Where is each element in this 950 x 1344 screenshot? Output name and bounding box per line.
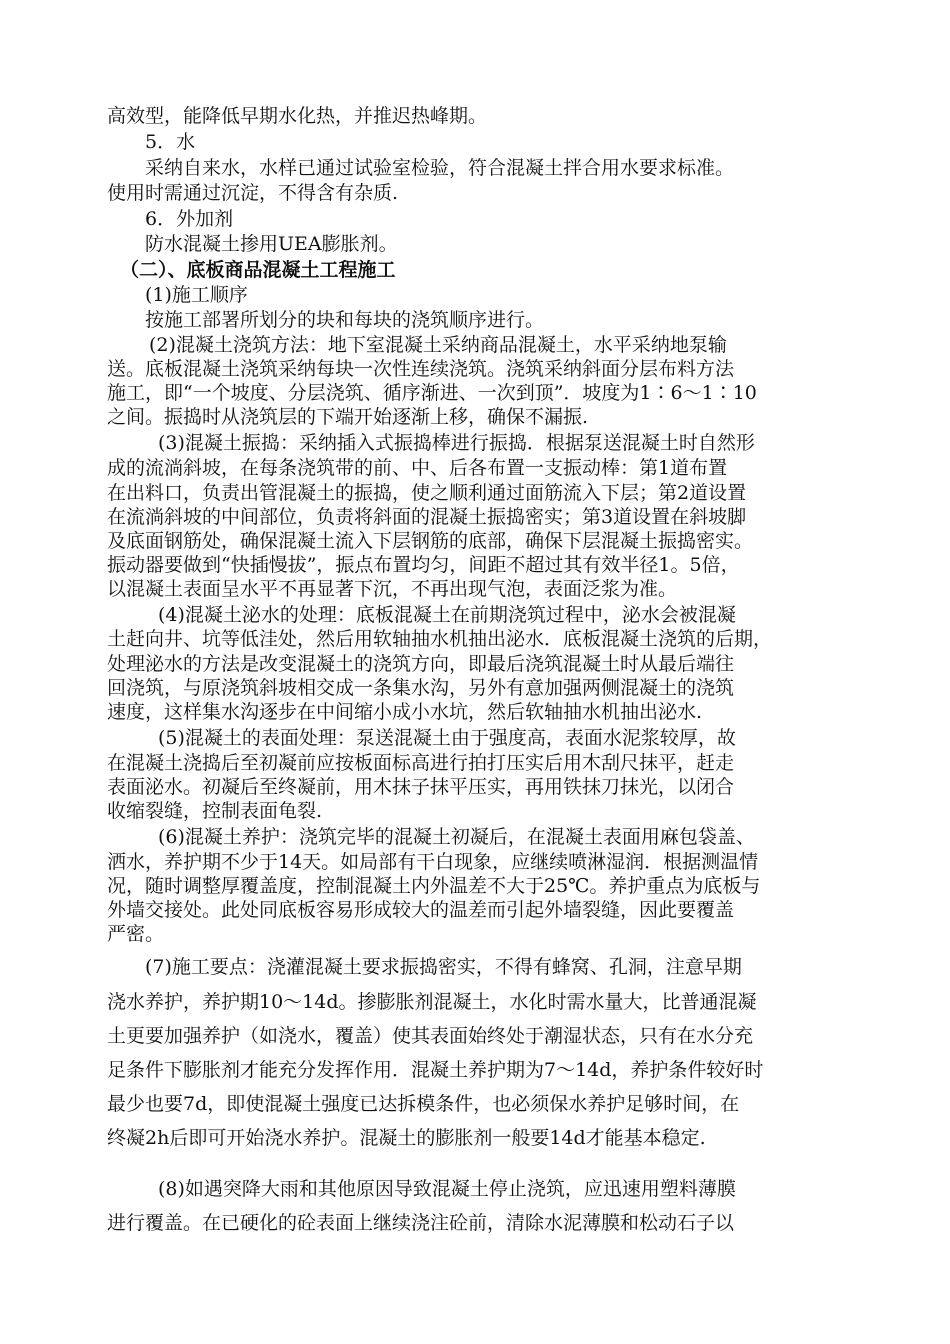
text-line: 按施工部署所划分的块和每块的浇筑顺序进行。 <box>145 309 545 331</box>
paragraph-start: (3)混凝土振捣：采纳插入式振捣棒进行振捣．根据泵送混凝土时自然形 <box>158 432 755 454</box>
text-line: 外墙交接处。此处同底板容易形成较大的温差而引起外墙裂缝，因此要覆盖 <box>107 899 735 921</box>
paragraph-start: (2)混凝土浇筑方法：地下室混凝土采纳商品混凝土，水平采纳地泵输 <box>149 334 727 356</box>
text-line: 最少也要7d，即使混凝土强度已达拆模条件，也必须保水养护足够时间，在 <box>107 1093 740 1115</box>
text-line: 及底面钢筋处，确保混凝土流入下层钢筋的底部，确保下层混凝土振捣密实。 <box>107 530 754 552</box>
subsection-title: (1)施工顺序 <box>145 284 248 306</box>
text-line: 土更要加强养护（如浇水，覆盖）使其表面始终处于潮湿状态，只有在水分充 <box>107 1025 754 1047</box>
text-line: 浇水养护，养护期10～14d。掺膨胀剂混凝土，水化时需水量大，比普通混凝 <box>107 991 757 1013</box>
text-line: 防水混凝土掺用UEA膨胀剂。 <box>145 233 398 255</box>
text-line: 处理泌水的方法是改变混凝土的浇筑方向，即最后浇筑混凝土时从最后端往 <box>107 653 735 675</box>
paragraph-start: (8)如遇突降大雨和其他原因导致混凝土停止浇筑，应迅速用塑料薄膜 <box>158 1178 736 1200</box>
text-line: 况，随时调整厚覆盖度，控制混凝土内外温差不大于25℃。养护重点为底板与 <box>107 875 761 897</box>
paragraph-start: (6)混凝土养护：浇筑完毕的混凝土初凝后，在混凝土表面用麻包袋盖、 <box>158 826 755 848</box>
text-line: 以混凝土表面呈水平不再显著下沉，不再出现气泡，表面泛浆为准。 <box>107 578 678 600</box>
text-line: 土赶向井、坑等低洼处，然后用软轴抽水机抽出泌水．底板混凝土浇筑的后期， <box>107 628 773 650</box>
text-line: 振动器要做到“快插慢拔”，振点布置均匀，间距不超过其有效半径1。5倍， <box>107 554 740 576</box>
text-line: 速度，这样集水沟逐步在中间缩小成小水坑，然后软轴抽水机抽出泌水. <box>107 701 703 723</box>
text-line: 施工，即“一个坡度、分层浇筑、循序渐进、一次到顶”．坡度为1∶6～1∶10 <box>107 382 757 404</box>
text-line: 进行覆盖。在已硬化的砼表面上继续浇注砼前，清除水泥薄膜和松动石子以 <box>107 1212 735 1234</box>
text-line: 洒水，养护期不少于14天。如局部有干白现象，应继续喷淋湿润．根据测温情 <box>107 851 759 873</box>
text-line: 送。底板混凝土浇筑采纳每块一次性连续浇筑。浇筑采纳斜面分层布料方法 <box>107 358 735 380</box>
section-heading: （二）、底板商品混凝土工程施工 <box>120 259 396 281</box>
text-line: 在流淌斜坡的中间部位，负责将斜面的混凝土振捣密实；第3道设置在斜坡脚 <box>107 506 747 528</box>
text-line: 采纳自来水，水样已通过试验室检验，符合混凝土拌合用水要求标准。 <box>145 157 735 179</box>
text-line: 终凝2h后即可开始浇水养护。混凝土的膨胀剂一般要14d才能基本稳定. <box>107 1127 706 1149</box>
text-line: 回浇筑，与原浇筑斜坡相交成一条集水沟，另外有意加强两侧混凝土的浇筑 <box>107 677 735 699</box>
text-line: 严密。 <box>107 923 165 945</box>
text-line: 在混凝土浇捣后至初凝前应按板面标高进行拍打压实后用木刮尺抹平，赶走 <box>107 752 735 774</box>
text-line: 成的流淌斜坡，在每条浇筑带的前、中、后各布置一支振动棒：第1道布置 <box>107 457 728 479</box>
text-line: 表面泌水。初凝后至终凝前，用木抹子抹平压实，再用铁抹刀抹光，以闭合 <box>107 776 735 798</box>
paragraph-start: (4)混凝土泌水的处理：底板混凝土在前期浇筑过程中，泌水会被混凝 <box>158 604 736 626</box>
text-line: 足条件下膨胀剂才能充分发挥作用．混凝土养护期为7～14d，养护条件较好时 <box>107 1059 764 1081</box>
paragraph-start: (7)施工要点：浇灌混凝土要求振捣密实，不得有蜂窝、孔洞，注意早期 <box>145 956 742 978</box>
paragraph-start: (5)混凝土的表面处理：泵送混凝土由于强度高，表面水泥浆较厚，故 <box>158 727 736 749</box>
text-line: 使用时需通过沉淀，不得含有杂质. <box>107 182 399 204</box>
section-number-admixture: 6．外加剂 <box>145 208 234 230</box>
text-line: 在出料口，负责出管混凝土的振捣，使之顺利通过面筋流入下层；第2道设置 <box>107 482 747 504</box>
text-line: 高效型，能降低早期水化热，并推迟热峰期。 <box>107 105 488 127</box>
text-line: 之间。振捣时从浇筑层的下端开始逐渐上移，确保不漏振. <box>107 406 589 428</box>
section-number-water: 5．水 <box>145 131 196 153</box>
text-line: 收缩裂缝，控制表面龟裂. <box>107 800 323 822</box>
